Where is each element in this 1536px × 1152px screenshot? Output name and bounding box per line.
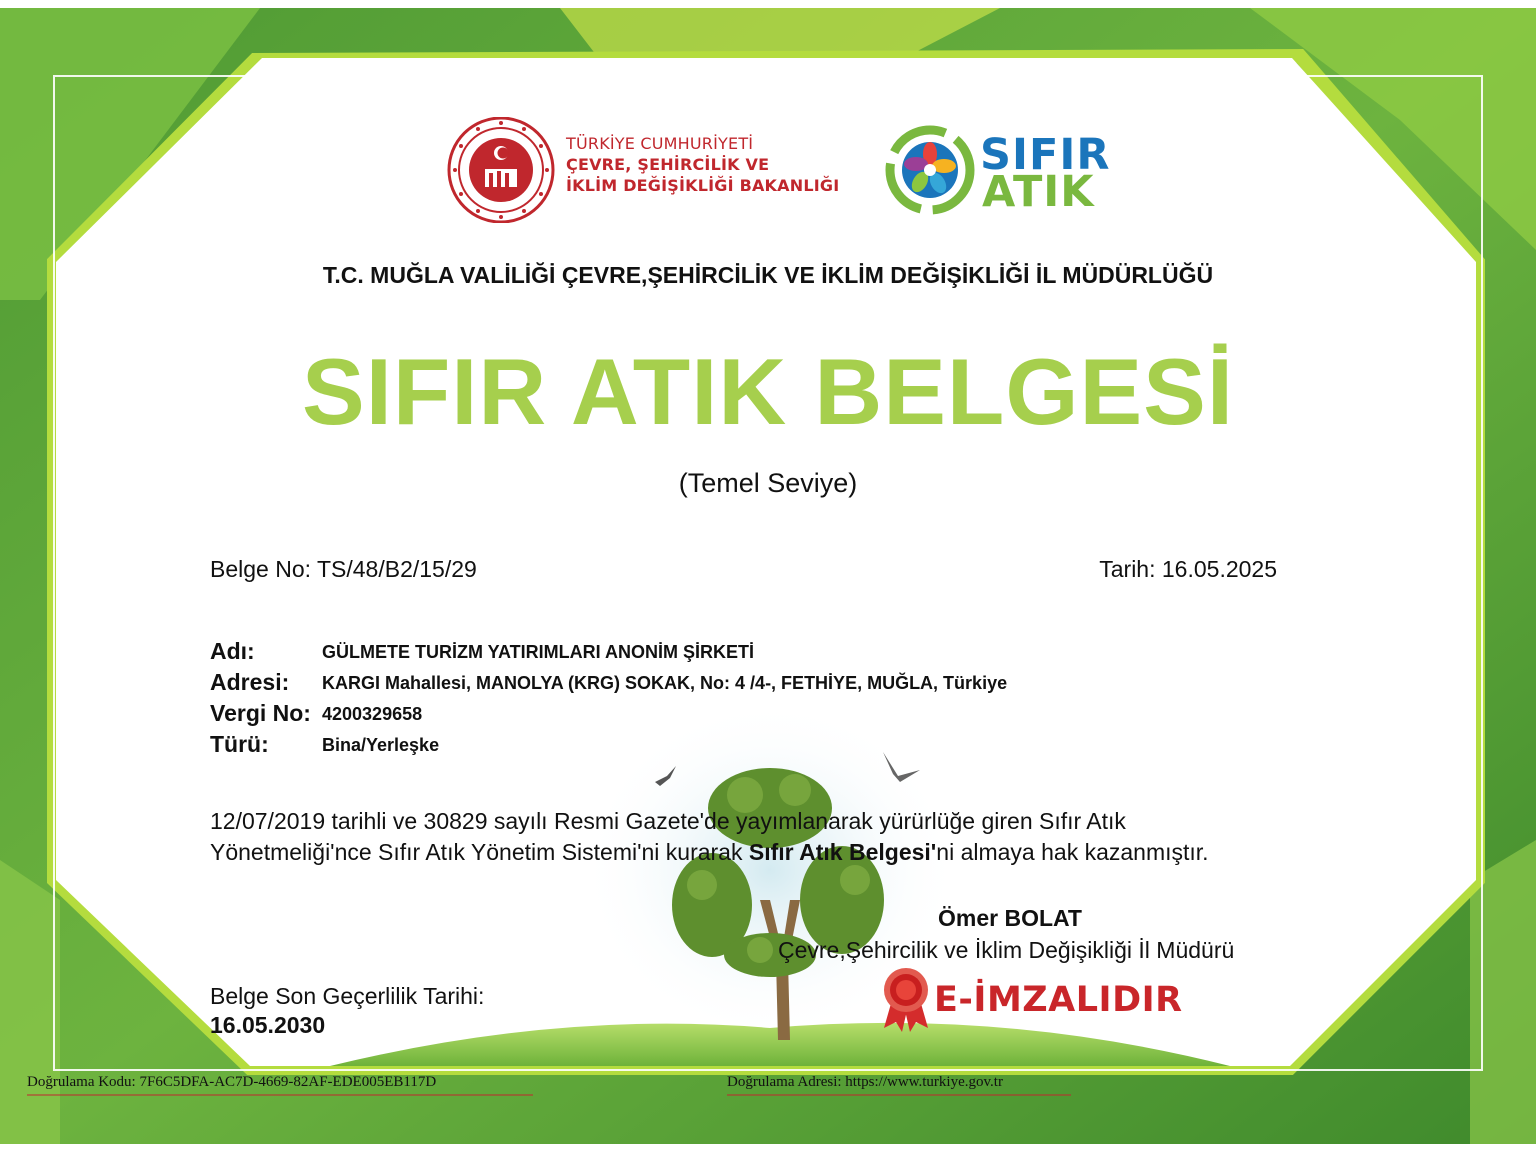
sifir-atik-logo-icon [882, 122, 978, 218]
signatory-name: Ömer BOLAT [938, 905, 1082, 931]
ministry-emblem-icon [447, 117, 555, 223]
statement-line-2-end: ni almaya hak kazanmıştır. [936, 839, 1209, 865]
statement-line-1: 12/07/2019 tarihli ve 30829 sayılı Resmi Gazete'de yayımlanarak yürürlüğe giren Sıfır Atık [210, 808, 1126, 834]
e-signed-label: E-İMZALIDIR [934, 980, 1183, 1020]
validity-label: Belge Son Geçerlilik Tarihi: [210, 983, 485, 1009]
statement-line-2-start: Yönetmeliği'nce Sıfır Atık Yönetim Sistemi'ni kurarak [210, 839, 749, 865]
field-value-name: GÜLMETE TURİZM YATIRIMLARI ANONİM ŞİRKETİ [322, 642, 754, 662]
field-label-tax-no: Vergi No: [210, 700, 311, 726]
field-value-tax-no: 4200329658 [322, 704, 423, 724]
field-value-type: Bina/Yerleşke [322, 735, 440, 755]
certificate-level: (Temel Seviye) [678, 468, 858, 498]
verification-address-link[interactable]: Doğrulama Adresi: https://www.turkiye.gov.tr [727, 1074, 1003, 1090]
certificate-title: SIFIR ATIK BELGESİ [302, 339, 1234, 444]
document-number: Belge No: TS/48/B2/15/29 [210, 556, 477, 582]
field-value-address: KARGI Mahallesi, MANOLYA (KRG) SOKAK, No: 4 /4-, FETHİYE, MUĞLA, Türkiye [322, 673, 1008, 693]
issue-date: Tarih: 16.05.2025 [1099, 556, 1277, 582]
field-label-type: Türü: [210, 731, 269, 757]
statement-line-2 [210, 839, 1209, 866]
sifir-logo-word: SIFIR [980, 130, 1111, 180]
signatory-title: Çevre,Şehircilik ve İklim Değişikliği İl Müdürü [778, 937, 1235, 963]
field-label-name: Adı: [210, 638, 255, 664]
ministry-name-line3: İKLİM DEĞİŞİKLİĞİ BAKANLIĞI [566, 176, 840, 195]
validity-date: 16.05.2030 [210, 1012, 326, 1038]
rosette-seal-icon [880, 966, 932, 1032]
verification-code: Doğrulama Kodu: 7F6C5DFA-AC7D-4669-82AF-EDE005EB117D [27, 1074, 437, 1090]
statement-certificate-name: Sıfır Atık Belgesi' [748, 839, 937, 865]
ministry-name-line1: TÜRKİYE CUMHURİYETİ [566, 134, 754, 153]
atik-logo-word: ATIK [982, 167, 1095, 217]
issuing-authority-heading: T.C. MUĞLA VALİLİĞİ ÇEVRE,ŞEHİRCİLİK VE İKLİM DEĞİŞİKLİĞİ İL MÜDÜRLÜĞÜ [322, 262, 1214, 288]
ministry-name-line2: ÇEVRE, ŞEHİRCİLİK VE [566, 155, 770, 174]
field-label-address: Adresi: [210, 669, 290, 695]
